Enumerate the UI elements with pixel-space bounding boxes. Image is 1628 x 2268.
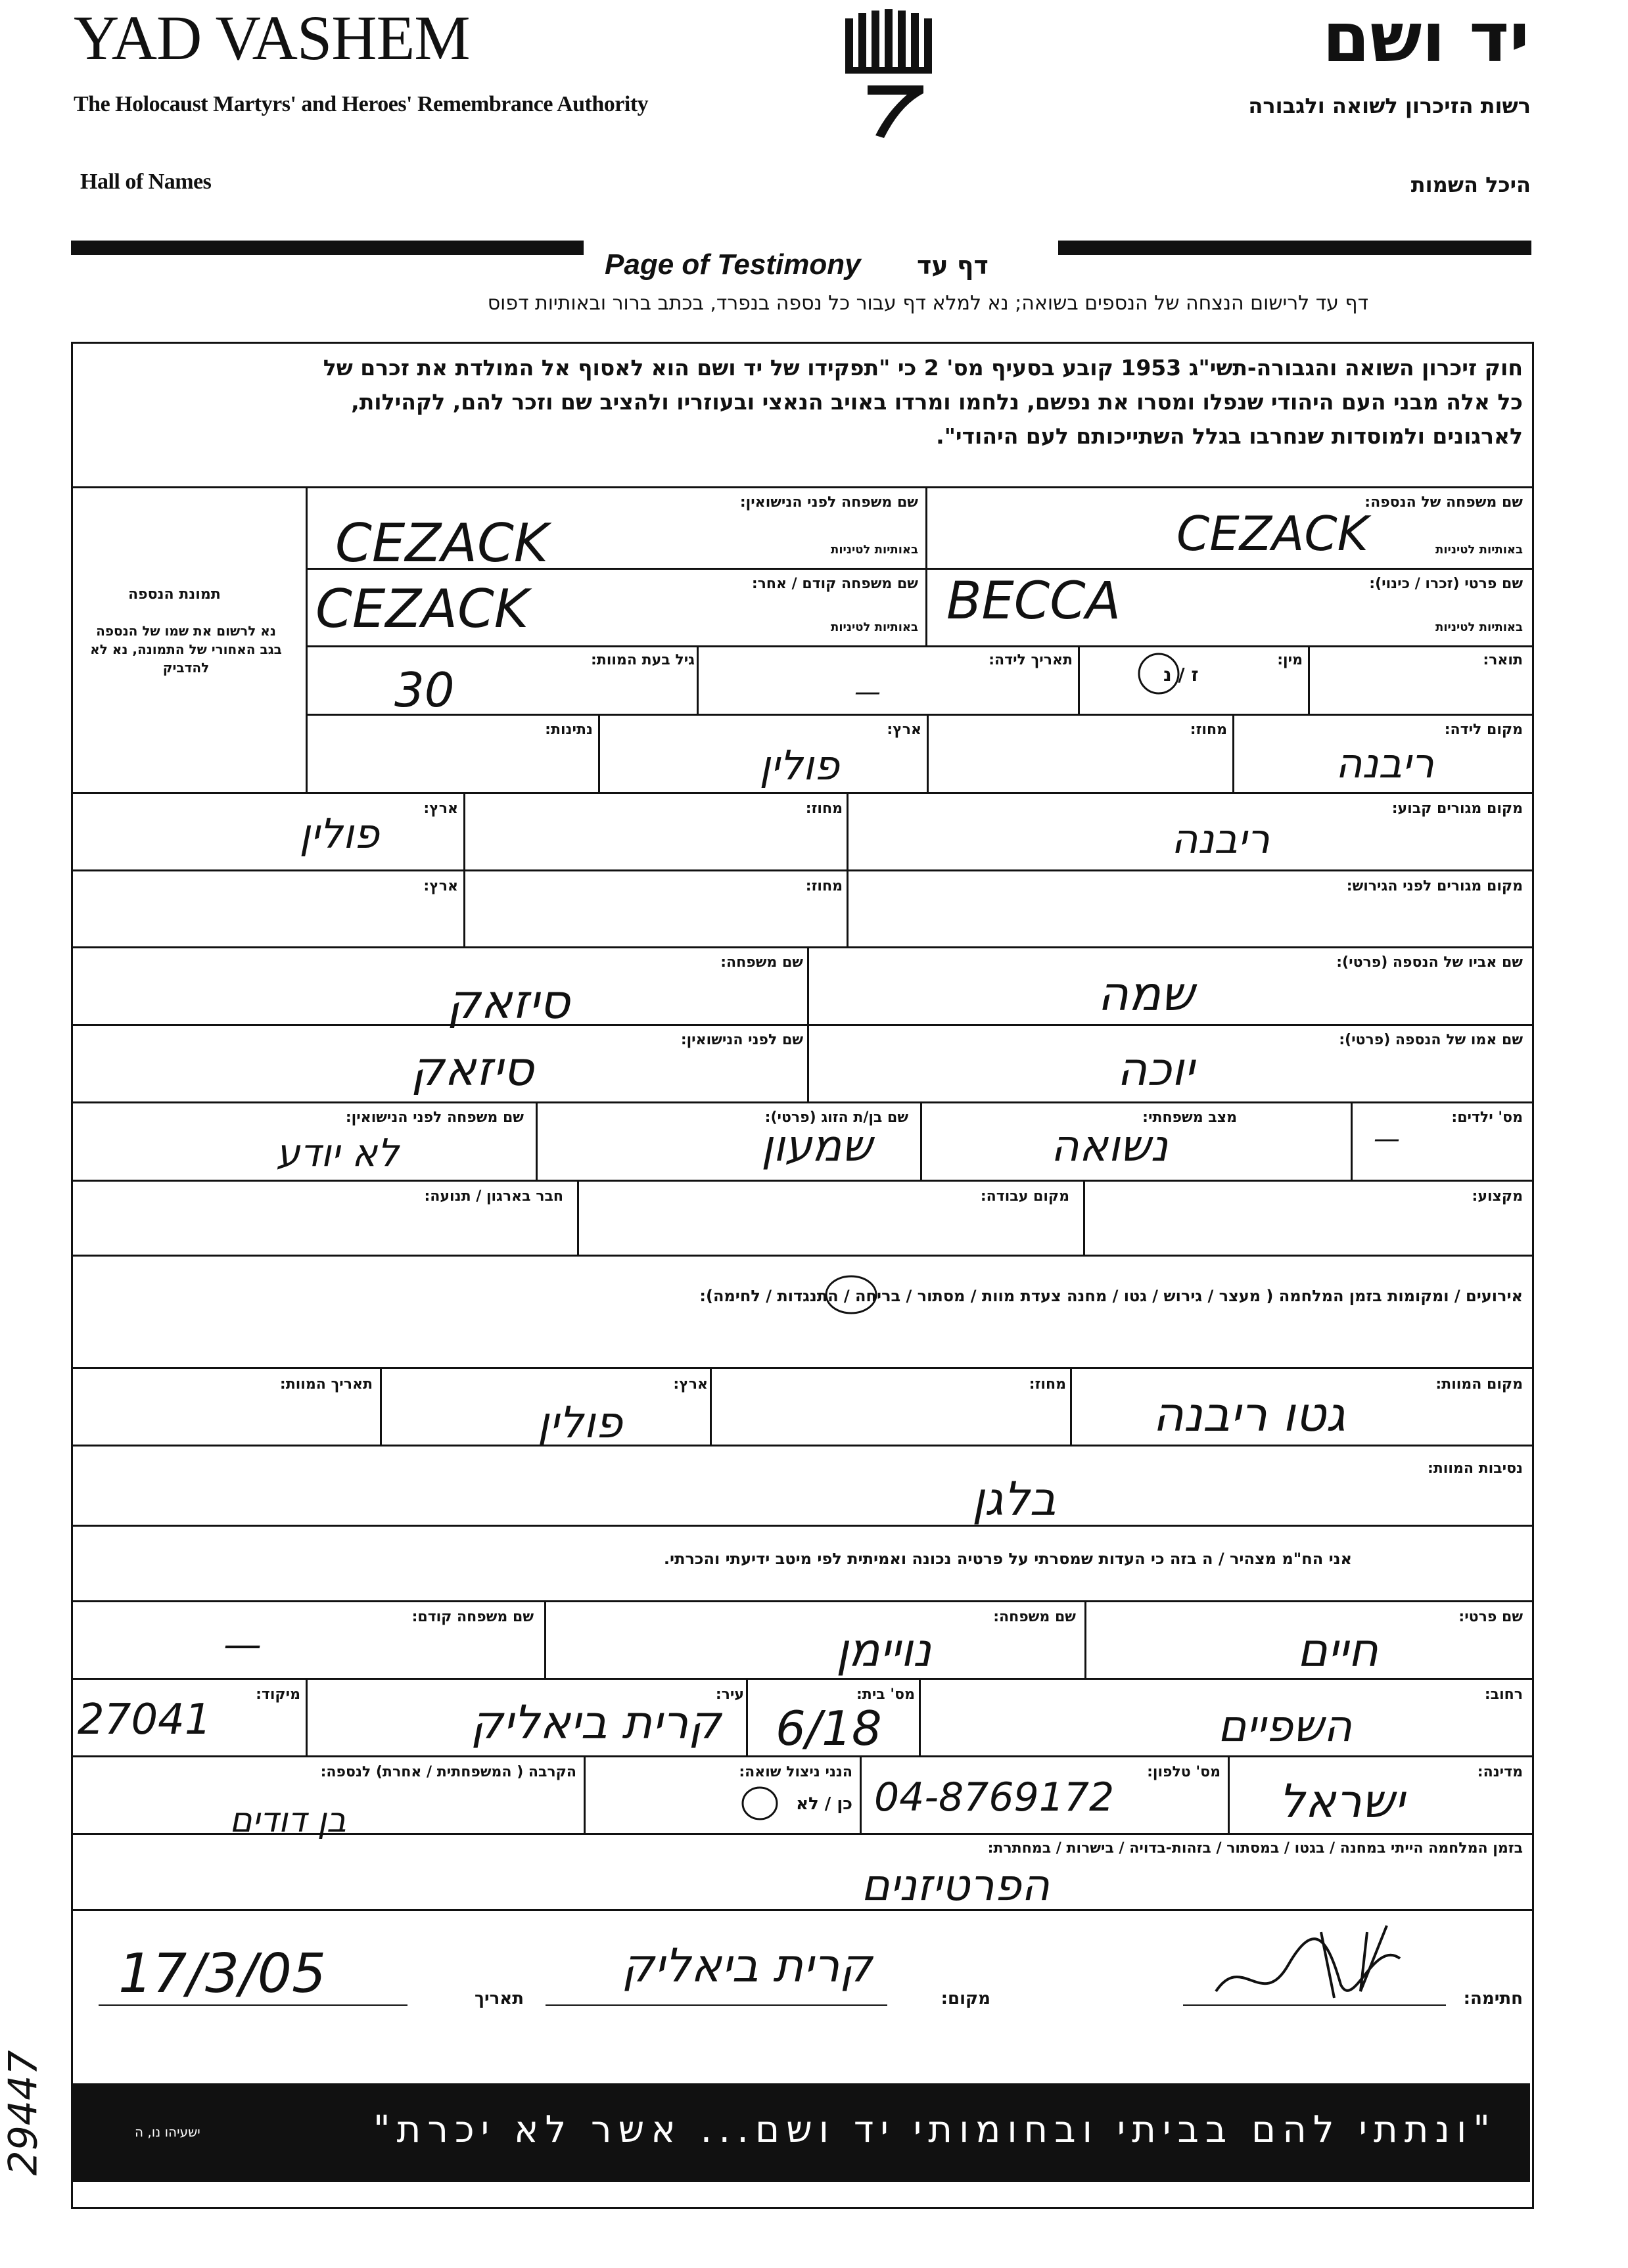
place-value[interactable]: קרית ביאליק: [621, 1939, 872, 1993]
col-divider: [1351, 1101, 1353, 1180]
date-underline: [99, 2004, 407, 2006]
survivor-yes-circle-icon: [740, 1785, 779, 1822]
row-divider: [306, 568, 1532, 570]
submitter-prev-label: שם משפחה קודם:: [411, 1609, 534, 1625]
col-divider: [697, 645, 699, 714]
mother-first-value[interactable]: יוכה: [1117, 1042, 1194, 1096]
row-divider: [71, 1445, 1532, 1446]
authority-en-subtitle: The Holocaust Martyrs' and Heroes' Remembrance Authority: [74, 92, 649, 116]
birth-country-label: ארץ:: [887, 722, 921, 738]
death-place-label: מקום המוות:: [1435, 1376, 1523, 1393]
row-divider: [71, 1024, 1532, 1026]
footer-quote: "ונתתי להם בביתי ובחומותי יד ושם... אשר לא יכרת": [373, 2108, 1497, 2151]
relation-value[interactable]: בן דודים: [229, 1801, 346, 1840]
first-name-value[interactable]: BECCA: [946, 572, 1121, 631]
col-divider: [463, 792, 465, 869]
law-text-line1: חוק זיכרון השואה והגבורה-תשי"ג 1953 קובע בסעיף מס' 2 כי "תפקידו של יד ושם הוא לאסוף אל המולדת את זכרם של: [323, 355, 1523, 381]
col-divider: [920, 1101, 922, 1180]
col-divider: [598, 714, 600, 792]
col-divider: [544, 1600, 546, 1678]
col-divider: [746, 1678, 748, 1755]
victim-surname-value[interactable]: CEZACK: [1176, 506, 1368, 561]
ghetto-circle-mark-icon: [822, 1272, 881, 1318]
col-divider: [306, 1678, 308, 1755]
street-value[interactable]: השפיים: [1217, 1701, 1352, 1751]
wartime-region-label: מחוז:: [805, 878, 843, 894]
form-title-he: דף עד: [917, 251, 988, 280]
victim-surname-label: שם משפחה של הנספה:: [1364, 494, 1523, 511]
nationality-label: נתינות:: [545, 722, 593, 738]
birth-date-value[interactable]: —: [854, 677, 881, 707]
death-region-label: מחוז:: [1029, 1376, 1066, 1393]
submitter-family-value[interactable]: נויימן: [835, 1623, 931, 1677]
row-divider: [306, 645, 1532, 647]
zip-value[interactable]: 27041: [78, 1696, 212, 1744]
gender-label: מין:: [1277, 652, 1303, 668]
state-value[interactable]: ישראל: [1278, 1774, 1405, 1828]
profession-label: מקצוע:: [1472, 1188, 1523, 1205]
row-divider: [71, 1678, 1532, 1680]
law-text-line2: כל אלה מבני העם היהודי שנפלו ומסרו את נפשם, נלחמו ומרדו באויב הנאצי ובעוזריו ולהציב שם וזכר להם, לקהילות,: [351, 389, 1523, 415]
col-divider: [807, 946, 809, 1024]
father-family-label: שם משפחה:: [720, 954, 803, 971]
row-divider: [71, 1525, 1532, 1527]
death-country-value[interactable]: פולין: [537, 1397, 622, 1448]
col-divider: [1084, 1600, 1086, 1678]
birth-country-value[interactable]: פולין: [759, 741, 839, 789]
wartime-residence-label: מקום מגורים לפני הגירוש:: [1346, 878, 1523, 894]
house-no-value[interactable]: 6/18: [776, 1701, 882, 1756]
prev-latin-label: באותיות לטיניות: [831, 620, 918, 634]
birth-region-label: מחוז:: [1190, 722, 1227, 738]
hall-of-names-en: Hall of Names: [80, 170, 212, 194]
place-label: מקום:: [941, 1989, 990, 2008]
yad-vashem-he-title: יד ושם: [1322, 0, 1529, 78]
row-divider: [71, 1255, 1532, 1257]
signature-underline: [1183, 2004, 1446, 2006]
death-date-label: תאריך המוות:: [279, 1376, 373, 1393]
col-divider: [847, 869, 849, 946]
gender-circle-mark-icon: [1136, 651, 1182, 697]
col-divider: [927, 714, 929, 792]
hall-of-names-he: היכל השמות: [1410, 172, 1531, 197]
col-divider: [925, 568, 927, 645]
spouse-maiden-value[interactable]: לא יודע: [276, 1130, 399, 1175]
col-divider: [860, 1755, 862, 1833]
spouse-maiden-label: שם משפחה לפני הנישואין:: [345, 1109, 524, 1126]
title-label: תואר:: [1483, 652, 1523, 668]
marital-status-label: מצב משפחתי:: [1142, 1109, 1237, 1126]
maiden-name-label: שם משפחה לפני הנישואין:: [739, 494, 918, 511]
row-divider: [71, 1367, 1532, 1369]
row-divider: [71, 869, 1532, 871]
survivor-label: הנני ניצול שואה:: [739, 1764, 852, 1780]
col-divider: [577, 1180, 579, 1255]
row-divider: [71, 1180, 1532, 1182]
col-divider: [1083, 1180, 1085, 1255]
gender-options[interactable]: ז / נ: [1163, 664, 1199, 685]
col-divider: [536, 1101, 538, 1180]
spouse-name-label: שם בן/ת הזוג (פרטי):: [764, 1109, 908, 1126]
permanent-country-value[interactable]: פולין: [299, 810, 379, 858]
maiden-name-value[interactable]: CEZACK: [335, 513, 549, 574]
row-divider: [71, 1833, 1532, 1835]
submitter-first-value[interactable]: חיים: [1297, 1623, 1378, 1677]
spouse-first-value[interactable]: שמעון: [761, 1121, 872, 1171]
row-divider: [71, 946, 1532, 948]
col-divider: [380, 1367, 382, 1445]
phone-label: מס' טלפון:: [1147, 1764, 1221, 1780]
age-at-death-label: גיל בעת המוות:: [591, 652, 695, 668]
row-divider: [71, 1600, 1532, 1602]
photo-box-title: תמונת הנספה: [128, 586, 221, 603]
marital-status-value[interactable]: נשואה: [1050, 1121, 1168, 1171]
permanent-country-label: ארץ:: [423, 800, 458, 817]
children-count-value[interactable]: —: [1374, 1124, 1400, 1154]
father-family-value[interactable]: סיזאק: [447, 974, 570, 1029]
city-value[interactable]: קרית ביאליק: [470, 1696, 721, 1749]
signature-label: חתימה:: [1463, 1989, 1523, 2008]
father-name-label: שם אביו של הנספה (פרטי):: [1336, 954, 1523, 971]
col-divider: [1232, 714, 1234, 792]
declaration-text: אני הח"מ מצהיר / ה בזה כי העדות שמסרתי על פרטיה נכונה ואמיתית לפי מיטב ידיעתי והכרתי.: [663, 1550, 1352, 1568]
age-at-death-value[interactable]: 30: [394, 662, 455, 718]
col-divider: [807, 1024, 809, 1101]
row-divider: [71, 1101, 1532, 1103]
wartime-events-label[interactable]: אירועים / ומקומות בזמן המלחמה ( מעצר / גירוש / גטו / מחנה צעדת מוות / מסתור / בריחה / התנגדות / לחימה):: [699, 1287, 1523, 1305]
date-value[interactable]: 17/3/05: [118, 1943, 327, 2005]
col-divider: [710, 1367, 712, 1445]
row-divider: [71, 1755, 1532, 1757]
workplace-label: מקום עבודה:: [980, 1188, 1069, 1205]
form-title-en: Page of Testimony: [605, 248, 861, 281]
law-text-line3: לארגונים ולמוסדות שנחרבו בגלל השתייכותם לעם היהודי".: [936, 423, 1523, 449]
header-rule-right: [1058, 241, 1531, 255]
row-divider: [71, 486, 1532, 488]
death-place-value[interactable]: גטו ריבנה: [1152, 1387, 1345, 1442]
first-name-label: שם פרטי (זכרו / כינוי):: [1369, 576, 1523, 592]
submitter-prev-value[interactable]: —: [223, 1622, 262, 1667]
birth-date-label: תאריך לידה:: [988, 652, 1073, 668]
maiden-latin-label: באותיות לטיניות: [831, 543, 918, 557]
photo-box-note: נא לרשום את שמו של הנספה בגב האחורי של התמונה, נא לא להדביק: [90, 623, 282, 676]
instructions-text: דף עד לרישום הנצחה של הנספים בשואה; נא למלא דף עבור כל נספה בנפרד, בכתב ברור ובאותיות דפוס: [487, 292, 1368, 315]
col-divider: [919, 1678, 921, 1755]
col-divider: [925, 486, 927, 568]
col-divider: [584, 1755, 586, 1833]
row-divider: [71, 1909, 1532, 1911]
death-circumstances-value[interactable]: בלגן: [971, 1472, 1056, 1526]
mother-name-label: שם אמו של הנספה (פרטי):: [1339, 1032, 1523, 1048]
yad-vashem-logo-icon: [841, 7, 940, 148]
yad-vashem-en-title: YAD VASHEM: [74, 3, 470, 73]
death-circumstances-label: נסיבות המוות:: [1427, 1460, 1523, 1477]
state-label: מדינה:: [1477, 1764, 1523, 1780]
side-archive-number: 29447: [0, 2050, 47, 2176]
row-divider: [306, 714, 1532, 716]
col-divider: [1228, 1755, 1230, 1833]
col-divider: [1308, 645, 1310, 714]
wartime-country-label: ארץ:: [423, 878, 458, 894]
col-divider: [1078, 645, 1080, 714]
header-rule-left: [71, 241, 584, 255]
birth-place-label: מקום לידה:: [1444, 722, 1523, 738]
wartime-self-label: בזמן המלחמה הייתי במחנה / בגטו / במסתור / בזהות-בדויה / בישרות / במחתרת:: [987, 1840, 1523, 1857]
children-count-label: מס' ילדים:: [1451, 1109, 1523, 1126]
place-underline: [546, 2004, 887, 2006]
organization-label: חבר בארגון / תנועה:: [424, 1188, 563, 1205]
permanent-residence-label: מקום מגורים קבוע:: [1391, 800, 1523, 817]
col-divider: [847, 792, 849, 869]
birth-place-value[interactable]: ריבנה: [1335, 739, 1434, 787]
permanent-residence-value[interactable]: ריבנה: [1171, 815, 1270, 863]
victim-surname-latin-label: באותיות לטיניות: [1435, 543, 1523, 557]
col-divider: [1070, 1367, 1072, 1445]
submitter-family-label: שם משפחה:: [993, 1609, 1076, 1625]
house-no-label: מס' בית:: [856, 1686, 915, 1703]
zip-label: מיקוד:: [256, 1686, 300, 1703]
prev-surname-value[interactable]: CEZACK: [315, 578, 529, 639]
first-latin-label: באותיות לטיניות: [1435, 620, 1523, 634]
signature-scribble-icon: [1203, 1912, 1426, 2018]
survivor-options[interactable]: כן / לא: [796, 1794, 852, 1814]
death-country-label: ארץ:: [673, 1376, 708, 1393]
prev-surname-label: שם משפחה קודם / אחר:: [751, 576, 918, 592]
city-label: עיר:: [715, 1686, 744, 1703]
street-label: רחוב:: [1484, 1686, 1523, 1703]
mother-maiden-label: שם לפני הנישואין:: [680, 1032, 803, 1048]
col-divider: [463, 869, 465, 946]
relation-label: הקרבה ( המשפחתית / אחרת) לנספה:: [320, 1764, 576, 1780]
permanent-region-label: מחוז:: [805, 800, 843, 817]
footer-source: ישעיהו נו, ה: [135, 2124, 200, 2140]
submitter-first-label: שם פרטי:: [1458, 1609, 1523, 1625]
father-first-value[interactable]: שמה: [1098, 966, 1194, 1021]
phone-value[interactable]: 04-8769172: [874, 1774, 1115, 1820]
mother-maiden-value[interactable]: סיזאק: [411, 1041, 534, 1096]
date-label: תאריך: [474, 1989, 524, 2008]
authority-he-subtitle: רשות הזיכרון לשואה ולגבורה: [1248, 93, 1531, 118]
photo-box-divider: [306, 486, 308, 792]
row-divider: [71, 792, 1532, 794]
wartime-self-value[interactable]: הפרטיזנים: [861, 1860, 1050, 1910]
